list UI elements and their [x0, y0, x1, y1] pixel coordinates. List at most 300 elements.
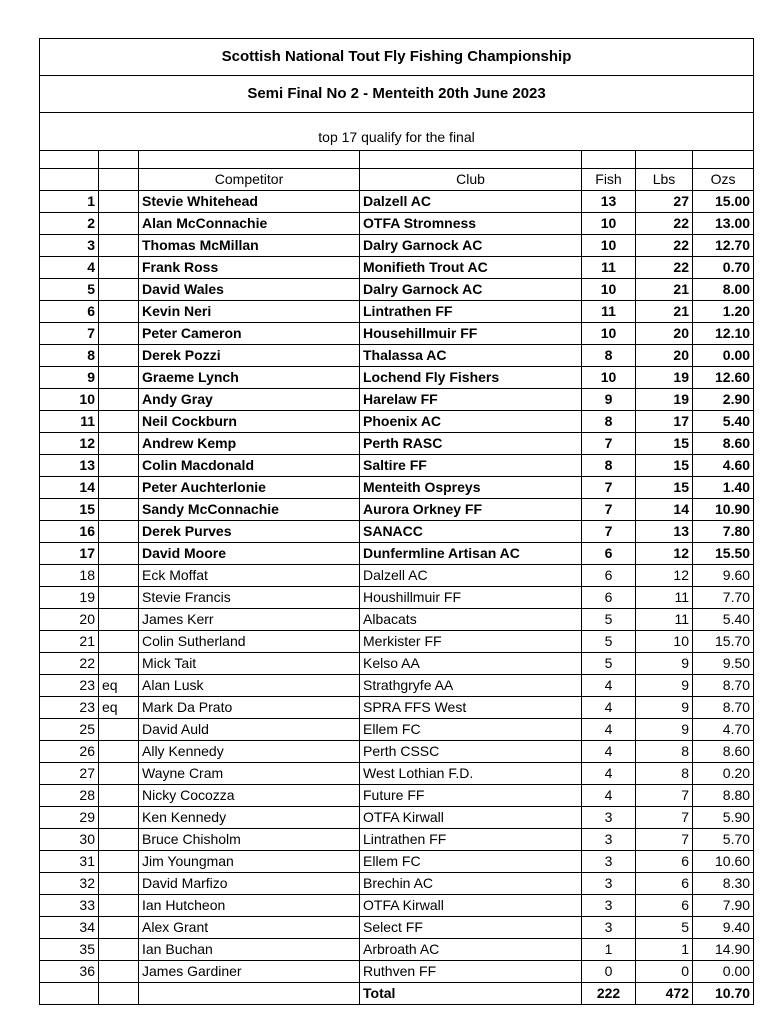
- fish-cell: 4: [582, 697, 636, 719]
- fish-cell: 3: [582, 829, 636, 851]
- position-cell: 8: [40, 345, 99, 367]
- table-row: [40, 653, 754, 675]
- lbs-cell: 20: [636, 345, 693, 367]
- lbs-cell: 11: [636, 609, 693, 631]
- page-title: Scottish National Tout Fly Fishing Championship: [40, 39, 754, 76]
- ozs-cell: 14.90: [693, 939, 754, 961]
- lbs-cell: 21: [636, 301, 693, 323]
- position-cell: 19: [40, 587, 99, 609]
- position-cell: 9: [40, 367, 99, 389]
- club-cell: Ellem FC: [360, 851, 582, 873]
- competitor-cell: Alan Lusk: [139, 675, 360, 697]
- header-competitor: Competitor: [139, 169, 360, 191]
- competitor-cell: Colin Macdonald: [139, 455, 360, 477]
- eq-cell: eq: [99, 697, 139, 719]
- fish-cell: 4: [582, 785, 636, 807]
- competitor-cell: James Kerr: [139, 609, 360, 631]
- ozs-cell: 8.60: [693, 433, 754, 455]
- fish-cell: 7: [582, 477, 636, 499]
- club-cell: OTFA Kirwall: [360, 807, 582, 829]
- club-cell: Dalzell AC: [360, 565, 582, 587]
- fish-cell: 4: [582, 675, 636, 697]
- position-cell: 26: [40, 741, 99, 763]
- eq-cell: [99, 895, 139, 917]
- table-row: [40, 895, 754, 917]
- fish-cell: 9: [582, 389, 636, 411]
- ozs-cell: 5.40: [693, 609, 754, 631]
- ozs-cell: 8.30: [693, 873, 754, 895]
- fish-cell: 6: [582, 565, 636, 587]
- table-row: [40, 433, 754, 455]
- competitor-cell: Alan McConnachie: [139, 213, 360, 235]
- eq-cell: [99, 411, 139, 433]
- ozs-cell: 8.80: [693, 785, 754, 807]
- total-empty-pos: [40, 983, 99, 1005]
- eq-cell: [99, 763, 139, 785]
- table-row: [40, 873, 754, 895]
- lbs-cell: 21: [636, 279, 693, 301]
- club-cell: Menteith Ospreys: [360, 477, 582, 499]
- lbs-cell: 22: [636, 257, 693, 279]
- ozs-cell: 4.70: [693, 719, 754, 741]
- position-cell: 33: [40, 895, 99, 917]
- fish-cell: 5: [582, 609, 636, 631]
- competitor-cell: Graeme Lynch: [139, 367, 360, 389]
- table-row: [40, 565, 754, 587]
- competitor-cell: Kevin Neri: [139, 301, 360, 323]
- fish-cell: 4: [582, 741, 636, 763]
- table-row: [40, 411, 754, 433]
- club-cell: Househillmuir FF: [360, 323, 582, 345]
- header-eq: [99, 169, 139, 191]
- lbs-cell: 5: [636, 917, 693, 939]
- table-row: [40, 763, 754, 785]
- club-cell: Future FF: [360, 785, 582, 807]
- ozs-cell: 12.60: [693, 367, 754, 389]
- fish-cell: 10: [582, 235, 636, 257]
- lbs-cell: 1: [636, 939, 693, 961]
- fish-cell: 10: [582, 279, 636, 301]
- eq-cell: [99, 719, 139, 741]
- lbs-cell: 11: [636, 587, 693, 609]
- total-fish: 222: [582, 983, 636, 1005]
- eq-cell: [99, 609, 139, 631]
- total-ozs: 10.70: [693, 983, 754, 1005]
- club-cell: Saltire FF: [360, 455, 582, 477]
- table-row: [40, 279, 754, 301]
- lbs-cell: 15: [636, 455, 693, 477]
- table-row: [40, 345, 754, 367]
- table-row: [40, 719, 754, 741]
- ozs-cell: 8.60: [693, 741, 754, 763]
- fish-cell: 5: [582, 631, 636, 653]
- lbs-cell: 14: [636, 499, 693, 521]
- ozs-cell: 15.50: [693, 543, 754, 565]
- club-cell: Lintrathen FF: [360, 301, 582, 323]
- lbs-cell: 6: [636, 873, 693, 895]
- ozs-cell: 0.20: [693, 763, 754, 785]
- club-cell: Dalry Garnock AC: [360, 235, 582, 257]
- table-row: [40, 697, 754, 719]
- competitor-cell: Ally Kennedy: [139, 741, 360, 763]
- club-cell: Arbroath AC: [360, 939, 582, 961]
- position-cell: 15: [40, 499, 99, 521]
- eq-cell: [99, 235, 139, 257]
- club-cell: West Lothian F.D.: [360, 763, 582, 785]
- eq-cell: [99, 213, 139, 235]
- lbs-cell: 10: [636, 631, 693, 653]
- fish-cell: 3: [582, 851, 636, 873]
- position-cell: 11: [40, 411, 99, 433]
- results-table: [39, 38, 754, 1005]
- eq-cell: [99, 851, 139, 873]
- position-cell: 16: [40, 521, 99, 543]
- competitor-cell: Stevie Whitehead: [139, 191, 360, 213]
- lbs-cell: 7: [636, 807, 693, 829]
- position-cell: 21: [40, 631, 99, 653]
- fish-cell: 10: [582, 213, 636, 235]
- competitor-cell: Frank Ross: [139, 257, 360, 279]
- ozs-cell: 12.70: [693, 235, 754, 257]
- position-cell: 7: [40, 323, 99, 345]
- eq-cell: [99, 499, 139, 521]
- ozs-cell: 10.60: [693, 851, 754, 873]
- eq-cell: [99, 785, 139, 807]
- position-cell: 22: [40, 653, 99, 675]
- eq-cell: [99, 477, 139, 499]
- lbs-cell: 20: [636, 323, 693, 345]
- lbs-cell: 0: [636, 961, 693, 983]
- eq-cell: [99, 279, 139, 301]
- fish-cell: 4: [582, 719, 636, 741]
- fish-cell: 3: [582, 917, 636, 939]
- header-pos: [40, 169, 99, 191]
- position-cell: 1: [40, 191, 99, 213]
- table-row: [40, 191, 754, 213]
- table-row: [40, 631, 754, 653]
- club-cell: Houshillmuir FF: [360, 587, 582, 609]
- header-ozs: Ozs: [693, 169, 754, 191]
- fish-cell: 3: [582, 895, 636, 917]
- club-cell: OTFA Stromness: [360, 213, 582, 235]
- ozs-cell: 7.80: [693, 521, 754, 543]
- eq-cell: [99, 829, 139, 851]
- competitor-cell: Bruce Chisholm: [139, 829, 360, 851]
- fish-cell: 8: [582, 455, 636, 477]
- total-row: [40, 983, 754, 1005]
- lbs-cell: 9: [636, 675, 693, 697]
- table-row: [40, 851, 754, 873]
- table-row: [40, 389, 754, 411]
- club-cell: Dunfermline Artisan AC: [360, 543, 582, 565]
- table-row: [40, 917, 754, 939]
- fish-cell: 0: [582, 961, 636, 983]
- competitor-cell: Eck Moffat: [139, 565, 360, 587]
- fish-cell: 8: [582, 345, 636, 367]
- table-row: [40, 829, 754, 851]
- fish-cell: 4: [582, 763, 636, 785]
- lbs-cell: 12: [636, 565, 693, 587]
- eq-cell: [99, 521, 139, 543]
- competitor-cell: Jim Youngman: [139, 851, 360, 873]
- eq-cell: [99, 345, 139, 367]
- position-cell: 30: [40, 829, 99, 851]
- position-cell: 27: [40, 763, 99, 785]
- competitor-cell: Colin Sutherland: [139, 631, 360, 653]
- lbs-cell: 19: [636, 389, 693, 411]
- table-row: [40, 301, 754, 323]
- club-cell: Perth RASC: [360, 433, 582, 455]
- fish-cell: 13: [582, 191, 636, 213]
- header-lbs: Lbs: [636, 169, 693, 191]
- fish-cell: 1: [582, 939, 636, 961]
- eq-cell: [99, 565, 139, 587]
- eq-cell: eq: [99, 675, 139, 697]
- fish-cell: 7: [582, 433, 636, 455]
- competitor-cell: Mick Tait: [139, 653, 360, 675]
- position-cell: 34: [40, 917, 99, 939]
- club-cell: Ellem FC: [360, 719, 582, 741]
- lbs-cell: 8: [636, 741, 693, 763]
- lbs-cell: 6: [636, 895, 693, 917]
- ozs-cell: 1.40: [693, 477, 754, 499]
- lbs-cell: 17: [636, 411, 693, 433]
- position-cell: 29: [40, 807, 99, 829]
- fish-cell: 10: [582, 323, 636, 345]
- title-row: [40, 39, 754, 76]
- competitor-cell: Ken Kennedy: [139, 807, 360, 829]
- competitor-cell: Derek Pozzi: [139, 345, 360, 367]
- eq-cell: [99, 807, 139, 829]
- competitor-cell: Ian Hutcheon: [139, 895, 360, 917]
- ozs-cell: 7.70: [693, 587, 754, 609]
- position-cell: 3: [40, 235, 99, 257]
- ozs-cell: 13.00: [693, 213, 754, 235]
- eq-cell: [99, 389, 139, 411]
- ozs-cell: 4.60: [693, 455, 754, 477]
- position-cell: 35: [40, 939, 99, 961]
- ozs-cell: 8.70: [693, 675, 754, 697]
- competitor-cell: Ian Buchan: [139, 939, 360, 961]
- competitor-cell: David Moore: [139, 543, 360, 565]
- club-cell: Strathgryfe AA: [360, 675, 582, 697]
- table-row: [40, 257, 754, 279]
- ozs-cell: 5.40: [693, 411, 754, 433]
- table-row: [40, 675, 754, 697]
- table-row: [40, 455, 754, 477]
- lbs-cell: 6: [636, 851, 693, 873]
- ozs-cell: 15.00: [693, 191, 754, 213]
- club-cell: Dalry Garnock AC: [360, 279, 582, 301]
- position-cell: 23: [40, 675, 99, 697]
- competitor-cell: Sandy McConnachie: [139, 499, 360, 521]
- total-empty-name: [139, 983, 360, 1005]
- position-cell: 14: [40, 477, 99, 499]
- position-cell: 17: [40, 543, 99, 565]
- table-row: [40, 367, 754, 389]
- table-row: [40, 543, 754, 565]
- ozs-cell: 8.70: [693, 697, 754, 719]
- competitor-cell: Thomas McMillan: [139, 235, 360, 257]
- eq-cell: [99, 367, 139, 389]
- club-cell: Albacats: [360, 609, 582, 631]
- ozs-cell: 1.20: [693, 301, 754, 323]
- fish-cell: 11: [582, 301, 636, 323]
- ozs-cell: 7.90: [693, 895, 754, 917]
- table-row: [40, 939, 754, 961]
- club-cell: Thalassa AC: [360, 345, 582, 367]
- page-subtitle: Semi Final No 2 - Menteith 20th June 2023: [40, 76, 754, 113]
- club-cell: Ruthven FF: [360, 961, 582, 983]
- ozs-cell: 8.00: [693, 279, 754, 301]
- eq-cell: [99, 917, 139, 939]
- ozs-cell: 0.00: [693, 961, 754, 983]
- competitor-cell: Andy Gray: [139, 389, 360, 411]
- lbs-cell: 7: [636, 829, 693, 851]
- club-cell: Kelso AA: [360, 653, 582, 675]
- position-cell: 20: [40, 609, 99, 631]
- fish-cell: 7: [582, 499, 636, 521]
- table-row: [40, 741, 754, 763]
- table-row: [40, 961, 754, 983]
- eq-cell: [99, 873, 139, 895]
- position-cell: 12: [40, 433, 99, 455]
- lbs-cell: 13: [636, 521, 693, 543]
- lbs-cell: 22: [636, 235, 693, 257]
- ozs-cell: 9.40: [693, 917, 754, 939]
- table-row: [40, 807, 754, 829]
- note-row: [40, 113, 754, 151]
- eq-cell: [99, 433, 139, 455]
- position-cell: 25: [40, 719, 99, 741]
- eq-cell: [99, 939, 139, 961]
- ozs-cell: 5.70: [693, 829, 754, 851]
- position-cell: 6: [40, 301, 99, 323]
- club-cell: Merkister FF: [360, 631, 582, 653]
- fish-cell: 10: [582, 367, 636, 389]
- club-cell: Aurora Orkney FF: [360, 499, 582, 521]
- table-row: [40, 587, 754, 609]
- club-cell: Phoenix AC: [360, 411, 582, 433]
- eq-cell: [99, 587, 139, 609]
- club-cell: OTFA Kirwall: [360, 895, 582, 917]
- competitor-cell: Peter Cameron: [139, 323, 360, 345]
- position-cell: 4: [40, 257, 99, 279]
- eq-cell: [99, 631, 139, 653]
- lbs-cell: 19: [636, 367, 693, 389]
- ozs-cell: 12.10: [693, 323, 754, 345]
- position-cell: 2: [40, 213, 99, 235]
- eq-cell: [99, 323, 139, 345]
- fish-cell: 7: [582, 521, 636, 543]
- lbs-cell: 15: [636, 477, 693, 499]
- position-cell: 5: [40, 279, 99, 301]
- competitor-cell: James Gardiner: [139, 961, 360, 983]
- position-cell: 23: [40, 697, 99, 719]
- ozs-cell: 10.90: [693, 499, 754, 521]
- position-cell: 32: [40, 873, 99, 895]
- eq-cell: [99, 455, 139, 477]
- position-cell: 36: [40, 961, 99, 983]
- ozs-cell: 9.60: [693, 565, 754, 587]
- table-row: [40, 235, 754, 257]
- table-row: [40, 323, 754, 345]
- lbs-cell: 9: [636, 653, 693, 675]
- subtitle-row: [40, 76, 754, 113]
- table-row: [40, 785, 754, 807]
- position-cell: 31: [40, 851, 99, 873]
- position-cell: 10: [40, 389, 99, 411]
- ozs-cell: 15.70: [693, 631, 754, 653]
- eq-cell: [99, 653, 139, 675]
- eq-cell: [99, 191, 139, 213]
- fish-cell: 11: [582, 257, 636, 279]
- eq-cell: [99, 301, 139, 323]
- ozs-cell: 5.90: [693, 807, 754, 829]
- eq-cell: [99, 543, 139, 565]
- eq-cell: [99, 961, 139, 983]
- position-cell: 28: [40, 785, 99, 807]
- total-lbs: 472: [636, 983, 693, 1005]
- competitor-cell: David Wales: [139, 279, 360, 301]
- fish-cell: 3: [582, 873, 636, 895]
- club-cell: Lochend Fly Fishers: [360, 367, 582, 389]
- ozs-cell: 2.90: [693, 389, 754, 411]
- club-cell: Monifieth Trout AC: [360, 257, 582, 279]
- competitor-cell: Alex Grant: [139, 917, 360, 939]
- lbs-cell: 27: [636, 191, 693, 213]
- eq-cell: [99, 741, 139, 763]
- club-cell: Brechin AC: [360, 873, 582, 895]
- competitor-cell: Derek Purves: [139, 521, 360, 543]
- position-cell: 18: [40, 565, 99, 587]
- lbs-cell: 8: [636, 763, 693, 785]
- club-cell: SPRA FFS West: [360, 697, 582, 719]
- fish-cell: 6: [582, 543, 636, 565]
- club-cell: Select FF: [360, 917, 582, 939]
- table-row: [40, 609, 754, 631]
- table-row: [40, 499, 754, 521]
- fish-cell: 5: [582, 653, 636, 675]
- fish-cell: 6: [582, 587, 636, 609]
- competitor-cell: Andrew Kemp: [139, 433, 360, 455]
- header-club: Club: [360, 169, 582, 191]
- club-cell: SANACC: [360, 521, 582, 543]
- club-cell: Harelaw FF: [360, 389, 582, 411]
- spacer-row: [40, 151, 754, 169]
- ozs-cell: 0.70: [693, 257, 754, 279]
- lbs-cell: 9: [636, 719, 693, 741]
- ozs-cell: 0.00: [693, 345, 754, 367]
- table-row: [40, 477, 754, 499]
- lbs-cell: 7: [636, 785, 693, 807]
- competitor-cell: Stevie Francis: [139, 587, 360, 609]
- ozs-cell: 9.50: [693, 653, 754, 675]
- competitor-cell: Wayne Cram: [139, 763, 360, 785]
- header-fish: Fish: [582, 169, 636, 191]
- lbs-cell: 12: [636, 543, 693, 565]
- header-row: [40, 169, 754, 191]
- fish-cell: 3: [582, 807, 636, 829]
- competitor-cell: Neil Cockburn: [139, 411, 360, 433]
- total-empty-eq: [99, 983, 139, 1005]
- lbs-cell: 22: [636, 213, 693, 235]
- table-row: [40, 521, 754, 543]
- competitor-cell: David Auld: [139, 719, 360, 741]
- club-cell: Lintrathen FF: [360, 829, 582, 851]
- total-label: Total: [360, 983, 582, 1005]
- qualify-note: top 17 qualify for the final: [40, 113, 754, 151]
